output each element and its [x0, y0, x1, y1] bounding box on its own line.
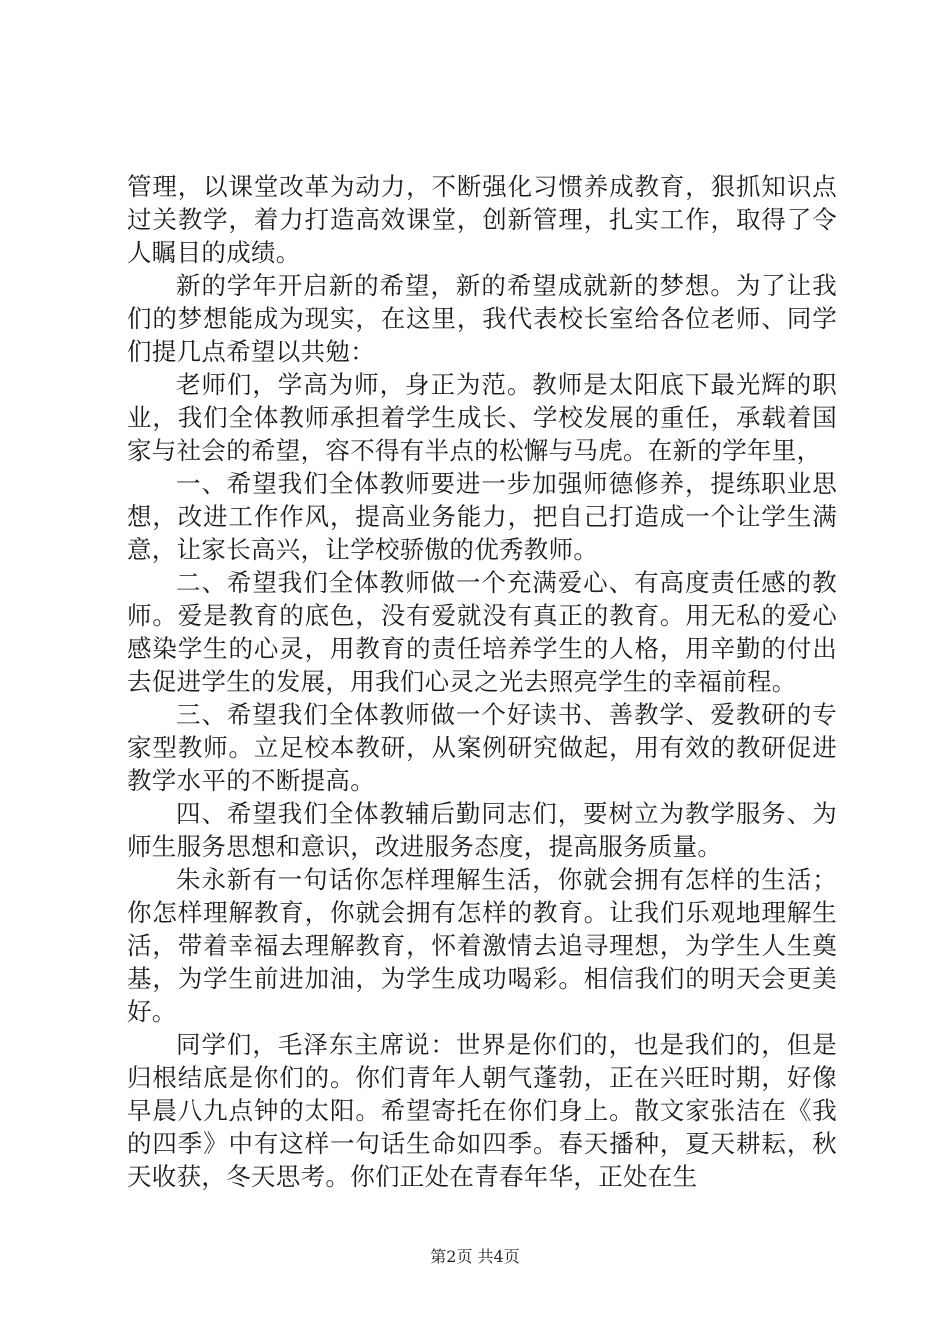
paragraph-zhu-yongxin: 朱永新有一句话你怎样理解生活，你就会拥有怎样的生活；你怎样理解教育，你就会拥有怎样的教育。让我们乐观地理解生活，带着幸福去理解教育，怀着激情去追寻理想，为学生人生奠基，为学生前进加油，为学生成功喝彩。相信我们的明天会更美好。 [127, 865, 837, 1026]
paragraph-students: 同学们，毛泽东主席说：世界是你们的，也是我们的，但是归根结底是你们的。你们青年人朝气蓬勃，正在兴旺时期，好像早晨八九点钟的太阳。希望寄托在你们身上。散文家张洁在《我的四季》中有这样一句话生命如四季。春天播种，夏天耕耘，秋天收获，冬天思考。你们正处在青春年华，正处在生 [127, 1030, 837, 1191]
paragraph-new-year-hope: 新的学年开启新的希望，新的希望成就新的梦想。为了让我们的梦想能成为现实，在这里，我代表校长室给各位老师、同学们提几点希望以共勉： [127, 271, 837, 366]
paragraph-hope-three: 三、希望我们全体教师做一个好读书、善教学、爱教研的专家型教师。立足校本教研，从案例研究做起，用有效的教研促进教学水平的不断提高。 [127, 700, 837, 795]
paragraph-hope-one: 一、希望我们全体教师要进一步加强师德修养，提练职业思想，改进工作作风，提高业务能力，把自己打造成一个让学生满意，让家长高兴，让学校骄傲的优秀教师。 [127, 469, 837, 564]
paragraph-continuation: 管理，以课堂改革为动力，不断强化习惯养成教育，狠抓知识点过关教学，着力打造高效课堂，创新管理，扎实工作，取得了令人瞩目的成绩。 [127, 172, 837, 267]
paragraph-hope-four: 四、希望我们全体教辅后勤同志们，要树立为教学服务、为师生服务思想和意识，改进服务态度，提高服务质量。 [127, 799, 837, 861]
body-text [127, 170, 837, 1193]
paragraph-teachers: 老师们，学高为师，身正为范。教师是太阳底下最光辉的职业，我们全体教师承担着学生成长、学校发展的重任，承载着国家与社会的希望，容不得有半点的松懈与马虎。在新的学年里， [127, 370, 837, 465]
page-number-footer: 第2页 共4页 [430, 1247, 520, 1266]
paragraph-hope-two: 二、希望我们全体教师做一个充满爱心、有高度责任感的教师。爱是教育的底色，没有爱就没有真正的教育。用无私的爱心感染学生的心灵，用教育的责任培养学生的人格，用辛勤的付出去促进学生的发展，用我们心灵之光去照亮学生的幸福前程。 [127, 568, 837, 696]
